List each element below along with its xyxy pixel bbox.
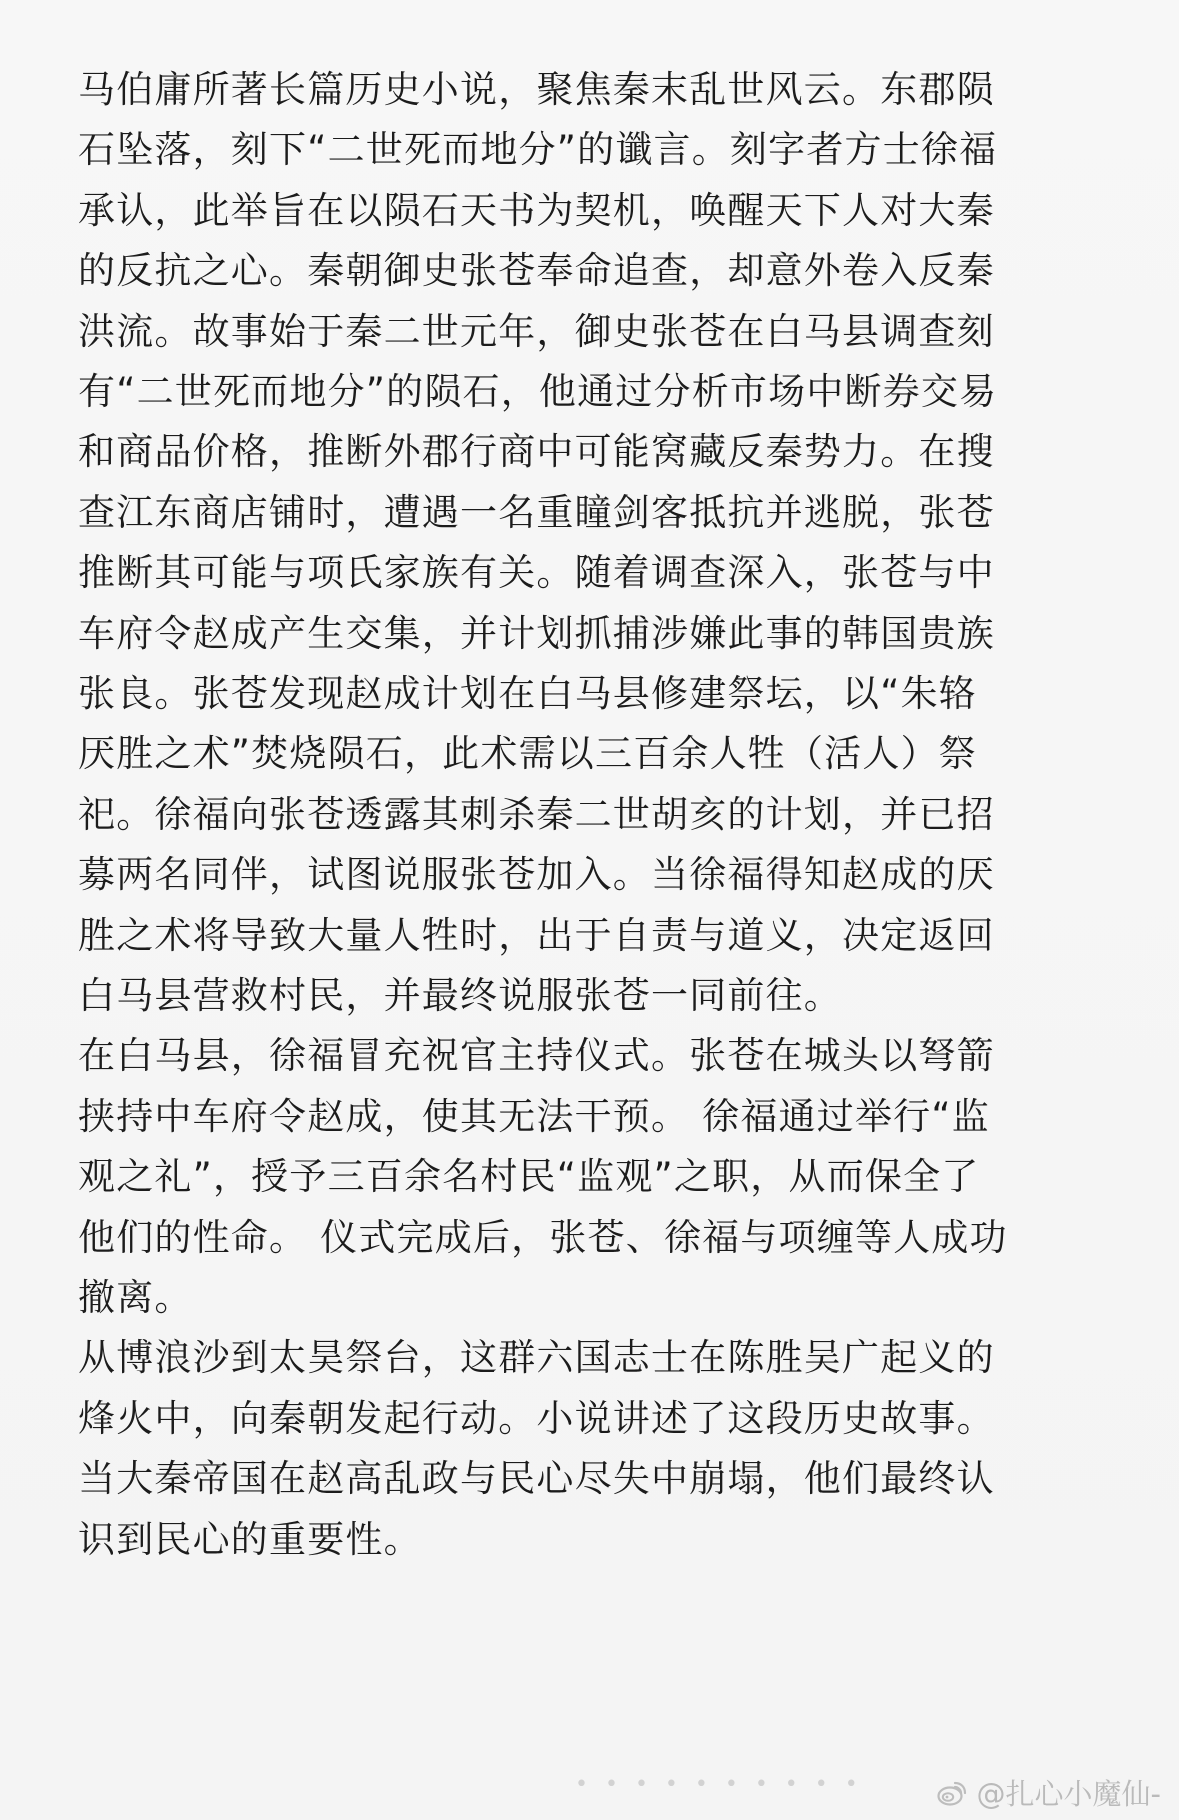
article-line: 他们的性命。 仪式完成后，张苍、徐福与项缠等人成功: [78, 1216, 1008, 1259]
article-line: 胜之术将导致大量人牲时，出于自责与道义，决定返回: [78, 914, 995, 957]
watermark-handle: @扎心小魔仙-: [976, 1777, 1161, 1811]
article-line: 募两名同伴，试图说服张苍加入。当徐福得知赵成的厌: [78, 853, 995, 896]
article-line: 厌胜之术”焚烧陨石，此术需以三百余人牲（活人）祭: [78, 732, 977, 775]
article-line: 白马县营救村民，并最终说服张苍一同前往。: [78, 974, 842, 1017]
article-line: 的反抗之心。秦朝御史张苍奉命追查，却意外卷入反秦: [78, 249, 995, 292]
article-line: 查江东商店铺时，遭遇一名重瞳剑客抵抗并逃脱，张苍: [78, 491, 995, 534]
article-line: 马伯庸所著长篇历史小说，聚焦秦末乱世风云。东郡陨: [78, 68, 995, 111]
page-dots: • • • • • • • • • •: [575, 1772, 863, 1797]
article-line: 在白马县，徐福冒充祝官主持仪式。张苍在城头以弩箭: [78, 1034, 995, 1077]
article-line: 石坠落，刻下“二世死而地分”的谶言。刻字者方士徐福: [78, 128, 998, 171]
article-line: 烽火中，向秦朝发起行动。小说讲述了这段历史故事。: [78, 1397, 995, 1440]
article-line: 有“二世死而地分”的陨石，他通过分析市场中断券交易: [78, 370, 998, 413]
article-line: 承认，此举旨在以陨石天书为契机，唤醒天下人对大秦: [78, 189, 995, 232]
article-line: 撤离。: [78, 1276, 193, 1319]
article-line: 当大秦帝国在赵高乱政与民心尽失中崩塌，他们最终认: [78, 1457, 995, 1500]
article-line: 祀。徐福向张苍透露其刺杀秦二世胡亥的计划，并已招: [78, 793, 995, 836]
article-line: 从博浪沙到太昊祭台，这群六国志士在陈胜吴广起义的: [78, 1336, 995, 1379]
article-line: 洪流。故事始于秦二世元年，御史张苍在白马县调查刻: [78, 310, 995, 353]
article-line: 推断其可能与项氏家族有关。随着调查深入，张苍与中: [78, 551, 995, 594]
article-line: 识到民心的重要性。: [78, 1518, 422, 1561]
article-line: 车府令赵成产生交集，并计划抓捕涉嫌此事的韩国贵族: [78, 612, 995, 655]
weibo-watermark: [933, 1776, 1161, 1812]
article-line: 张良。张苍发现赵成计划在白马县修建祭坛，以“朱辂: [78, 672, 977, 715]
article-line: 挟持中车府令赵成，使其无法干预。 徐福通过举行“监: [78, 1095, 990, 1138]
article-line: 观之礼”，授予三百余名村民“监观”之职，从而保全了: [78, 1155, 980, 1198]
article-line: 和商品价格，推断外郡行商中可能窝藏反秦势力。在搜: [78, 430, 995, 473]
weibo-logo-icon: [933, 1776, 969, 1812]
